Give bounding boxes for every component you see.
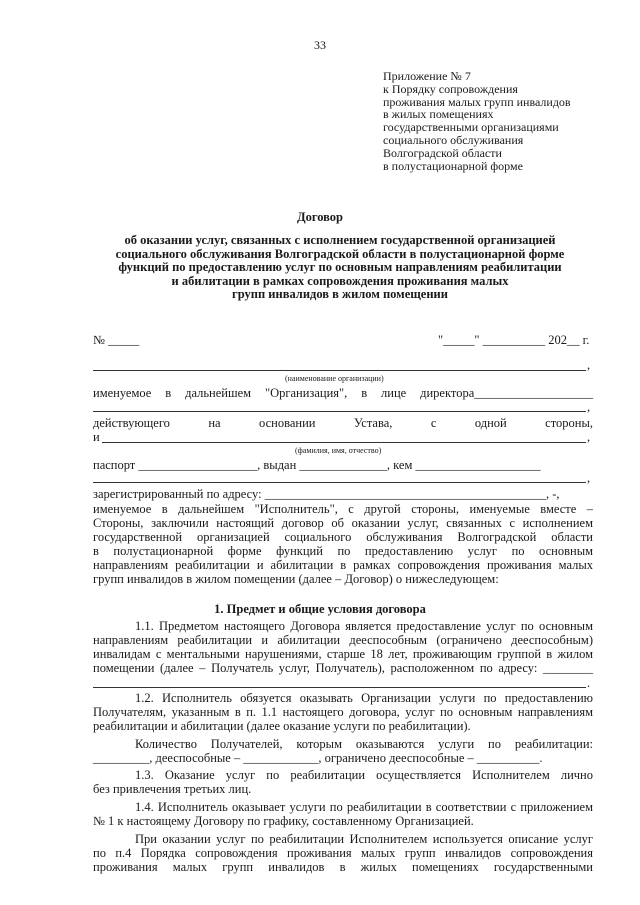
preamble-text: в полустационарной форме функций по предоставлению услуг по основным — [93, 544, 593, 558]
clause-1-1: 1.1. Предметом настоящего Договора является предоставление услуг по основным — [135, 619, 593, 633]
appendix-line: Волгоградской области — [383, 145, 502, 160]
page-number: 33 — [314, 38, 326, 52]
services-description: проживания малых групп инвалидов в жилых помещениях государственными — [93, 860, 593, 874]
section-1-heading: 1. Предмет и общие условия договора — [214, 602, 426, 616]
clause-1-2: реабилитации и абилитации (далее оказание услуги по реабилитации). — [93, 719, 471, 733]
clause-1-3: без привлечения третьих лиц. — [93, 782, 252, 796]
recipients-count: Количество Получателей, которым оказываются услуги по реабилитации: — [135, 737, 593, 751]
document-title: Договор — [296, 210, 344, 224]
person-name-line — [102, 442, 586, 443]
subtitle-line: и абилитации в рамках сопровождения проживания малых — [171, 273, 509, 288]
appendix-line: Приложение № 7 — [383, 69, 471, 83]
subtitle-line: групп инвалидов в жилом помещении — [232, 287, 448, 302]
clause-1-3: 1.3. Оказание услуг по реабилитации осуществляется Исполнителем лично — [135, 768, 593, 782]
contract-date: "_____" __________ 202__ г. — [438, 333, 590, 347]
document-subtitle — [90, 234, 590, 302]
preamble-text: групп инвалидов в жилом помещении (далее – Договор) о нижеследующем: — [93, 572, 499, 586]
contract-number: № _____ — [93, 333, 140, 347]
acting-line: действующего на основании Устава, с одной стороны, — [93, 416, 593, 430]
organization-name-line — [93, 370, 586, 371]
comma: , — [587, 430, 591, 444]
clause-1-2: Получателям, указанным в п. 1.1 настоящего договора, услуг по основным направлениям — [93, 705, 593, 719]
preamble-text: именуемое в дальнейшем "Исполнитель", с другой стороны, именуемые вместе – — [93, 502, 593, 516]
appendix-line: проживания малых групп инвалидов — [383, 94, 571, 109]
services-description: по п.4 Порядка сопровождения проживания малых групп инвалидов сопровождения — [93, 846, 593, 860]
appendix-line: к Порядку сопровождения — [383, 81, 518, 96]
appendix-line: в жилых помещениях — [383, 107, 494, 122]
appendix-block — [383, 70, 571, 172]
services-description: При оказании услуг по реабилитации Исполнителем используется описание услуг — [135, 832, 593, 846]
preamble-text: государственной организацией социального обслуживания Волгоградской области — [93, 530, 593, 544]
clause-1-4: 1.4. Исполнитель оказывает услуги по реабилитации в соответствии с приложением — [135, 800, 593, 814]
clause-1-1: инвалидам с ментальными нарушениями, старше 18 лет, проживающим группой в жилом — [93, 647, 593, 661]
clause-1-2: 1.2. Исполнитель обязуется оказывать Организации услуги по предоставлению — [135, 691, 593, 705]
blank-line — [93, 482, 586, 483]
subtitle-line: социального обслуживания Волгоградской области в полустационарной форме — [115, 246, 565, 261]
recipients-count: _________, дееспособные – ____________, ограничено дееспособные – __________. — [93, 751, 543, 765]
named-line: именуемое в дальнейшем "Организация", в лице директора___________________ — [93, 386, 593, 400]
appendix-line: государственными организациями — [383, 120, 559, 135]
subtitle-line: об оказании услуг, связанных с исполнением государственной организацией — [124, 233, 556, 247]
blank-line — [93, 411, 586, 412]
clause-1-1: помещении (далее – Получатель услуг, Получатель), расположенном по адресу: ________ — [93, 661, 593, 675]
clause-1-4: № 1 к настоящему Договору по графику, составленному Организацией. — [93, 814, 474, 828]
appendix-line: в полустационарной форме — [383, 158, 523, 173]
comma: , — [587, 471, 591, 485]
preamble-text: Стороны, заключили настоящий договор об оказании услуг, связанных с исполнением — [93, 516, 593, 530]
comma: , — [587, 358, 591, 372]
appendix-line: социального обслуживания — [383, 132, 524, 147]
registered-line: зарегистрированный по адресу: _____________________________________________, -, — [93, 487, 560, 501]
preamble-text: направлениям реабилитации и абилитации в рамках сопровождения проживания малых — [93, 558, 593, 572]
and-word: и — [93, 430, 100, 444]
comma: , — [587, 400, 591, 414]
period: . — [587, 676, 591, 690]
passport-line: паспорт ___________________, выдан ______________, кем ____________________ — [93, 458, 541, 472]
organization-caption: (наименование организации) — [285, 374, 384, 383]
address-line — [93, 687, 586, 688]
subtitle-line: функций по предоставлению услуг по основным направлениям реабилитации — [118, 260, 562, 275]
person-caption: (фамилия, имя, отчество) — [295, 446, 382, 455]
clause-1-1: направлениям реабилитации и абилитации дееспособным (ограничено дееспособным) — [93, 633, 593, 647]
